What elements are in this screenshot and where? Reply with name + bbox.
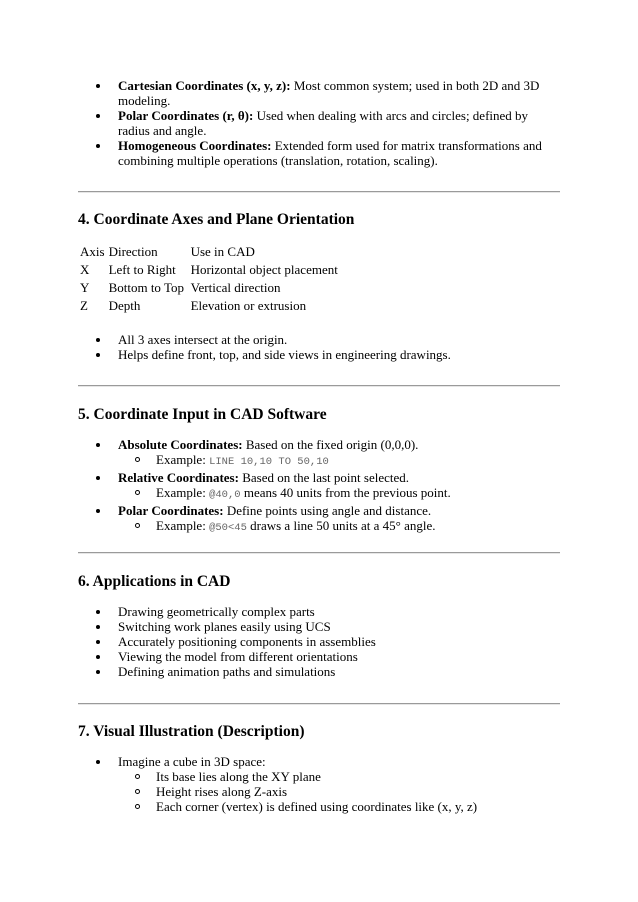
table-row [78, 298, 340, 316]
table-cell: Left to Right [108, 262, 176, 277]
list-item [78, 470, 562, 503]
list-text: Viewing the model from different orientations [118, 649, 358, 664]
term: Cartesian Coordinates (x, y, z): [118, 78, 291, 93]
list-item [78, 619, 562, 634]
example-item [118, 452, 562, 470]
description: Based on the fixed origin (0,0,0). [242, 437, 419, 452]
list-item [78, 649, 562, 664]
bullet-icon [96, 625, 100, 629]
term: Polar Coordinates (r, θ): [118, 108, 254, 123]
table-cell: Vertical direction [190, 280, 281, 295]
term: Relative Coordinates: [118, 470, 239, 485]
bullet-icon [96, 114, 100, 118]
bullet-icon [96, 84, 100, 88]
list-item [78, 503, 562, 536]
column-header: Direction [108, 244, 158, 259]
sub-list-item [118, 784, 562, 799]
section-heading: 7. Visual Illustration (Description) [78, 723, 305, 740]
bullet-icon [96, 640, 100, 644]
list-item [78, 332, 562, 347]
list-item [78, 347, 562, 362]
list-text: All 3 axes intersect at the origin. [118, 332, 288, 347]
sub-list-item [118, 769, 562, 784]
circle-bullet-icon [135, 523, 140, 528]
table-cell: Depth [108, 298, 141, 313]
example-suffix: draws a line 50 units at a 45° angle. [246, 518, 436, 533]
description: Most common system; used in both 2D and 3D modeling. [118, 78, 540, 108]
list-item [78, 664, 562, 679]
applications-list [78, 604, 562, 679]
horizontal-rule [78, 191, 560, 192]
code-snippet: LINE 10,10 TO 50,10 [209, 456, 329, 468]
example-suffix: means 40 units from the previous point. [240, 485, 451, 500]
bullet-icon [96, 338, 100, 342]
list-item [78, 78, 562, 108]
bullet-icon [96, 443, 100, 447]
example-label: Example: [156, 518, 210, 533]
list-item [78, 437, 562, 470]
term: Homogeneous Coordinates: [118, 138, 272, 153]
example-label: Example: [156, 485, 210, 500]
horizontal-rule [78, 385, 560, 386]
list-text: Drawing geometrically complex parts [118, 604, 315, 619]
horizontal-rule [78, 552, 560, 553]
bullet-icon [96, 760, 100, 764]
horizontal-rule [78, 703, 560, 704]
description: Based on the last point selected. [238, 470, 409, 485]
description: Used when dealing with arcs and circles; defined by radius and angle. [118, 108, 529, 138]
sub-list-text: Height rises along Z-axis [156, 784, 288, 799]
coordinate-input-list [78, 437, 562, 536]
table-row [78, 262, 340, 280]
sub-list-text: Each corner (vertex) is defined using coordinates like (x, y, z) [156, 799, 478, 814]
table-header-row [78, 244, 340, 262]
list-text: Defining animation paths and simulations [118, 664, 336, 679]
bullet-icon [96, 670, 100, 674]
circle-bullet-icon [135, 490, 140, 495]
code-snippet: @50<45 [209, 522, 247, 534]
bullet-icon [96, 144, 100, 148]
cube-description-list [118, 769, 562, 814]
bullet-icon [96, 655, 100, 659]
axes-table [78, 244, 340, 316]
bullet-icon [96, 353, 100, 357]
axes-notes-list [78, 332, 562, 362]
section-heading: 4. Coordinate Axes and Plane Orientation [78, 211, 355, 228]
list-text: Accurately positioning components in assemblies [118, 634, 376, 649]
list-item [78, 634, 562, 649]
table-row [78, 280, 340, 298]
example-list [118, 485, 562, 503]
bullet-icon [96, 509, 100, 513]
section-heading: 6. Applications in CAD [78, 573, 231, 590]
example-list [118, 452, 562, 470]
coordinate-types-list [78, 78, 562, 168]
list-item [78, 604, 562, 619]
column-header: Use in CAD [190, 244, 255, 259]
list-item [78, 108, 562, 138]
sub-list-item [118, 799, 562, 814]
term: Polar Coordinates: [118, 503, 224, 518]
list-item [78, 138, 562, 168]
bullet-icon [96, 476, 100, 480]
list-text: Imagine a cube in 3D space: [118, 754, 266, 769]
column-header: Axis [80, 244, 105, 259]
list-text: Switching work planes easily using UCS [118, 619, 331, 634]
circle-bullet-icon [135, 804, 140, 809]
illustration-list [78, 754, 562, 814]
circle-bullet-icon [135, 774, 140, 779]
code-snippet: @40,0 [209, 489, 241, 501]
description: Extended form used for matrix transformations and combining multiple operations (translation, rotation, scaling). [118, 138, 542, 168]
circle-bullet-icon [135, 789, 140, 794]
table-cell: Y [80, 280, 90, 295]
sub-list-text: Its base lies along the XY plane [156, 769, 321, 784]
table-cell: Bottom to Top [108, 280, 184, 295]
example-item [118, 518, 562, 536]
example-item [118, 485, 562, 503]
table-cell: Elevation or extrusion [190, 298, 307, 313]
table-cell: Z [80, 298, 88, 313]
term: Absolute Coordinates: [118, 437, 243, 452]
list-item [78, 754, 562, 814]
list-text: Helps define front, top, and side views in engineering drawings. [118, 347, 451, 362]
example-label: Example: [156, 452, 210, 467]
circle-bullet-icon [135, 457, 140, 462]
table-cell: Horizontal object placement [190, 262, 338, 277]
description: Define points using angle and distance. [223, 503, 432, 518]
table-cell: X [80, 262, 90, 277]
bullet-icon [96, 610, 100, 614]
section-heading: 5. Coordinate Input in CAD Software [78, 406, 327, 423]
example-list [118, 518, 562, 536]
